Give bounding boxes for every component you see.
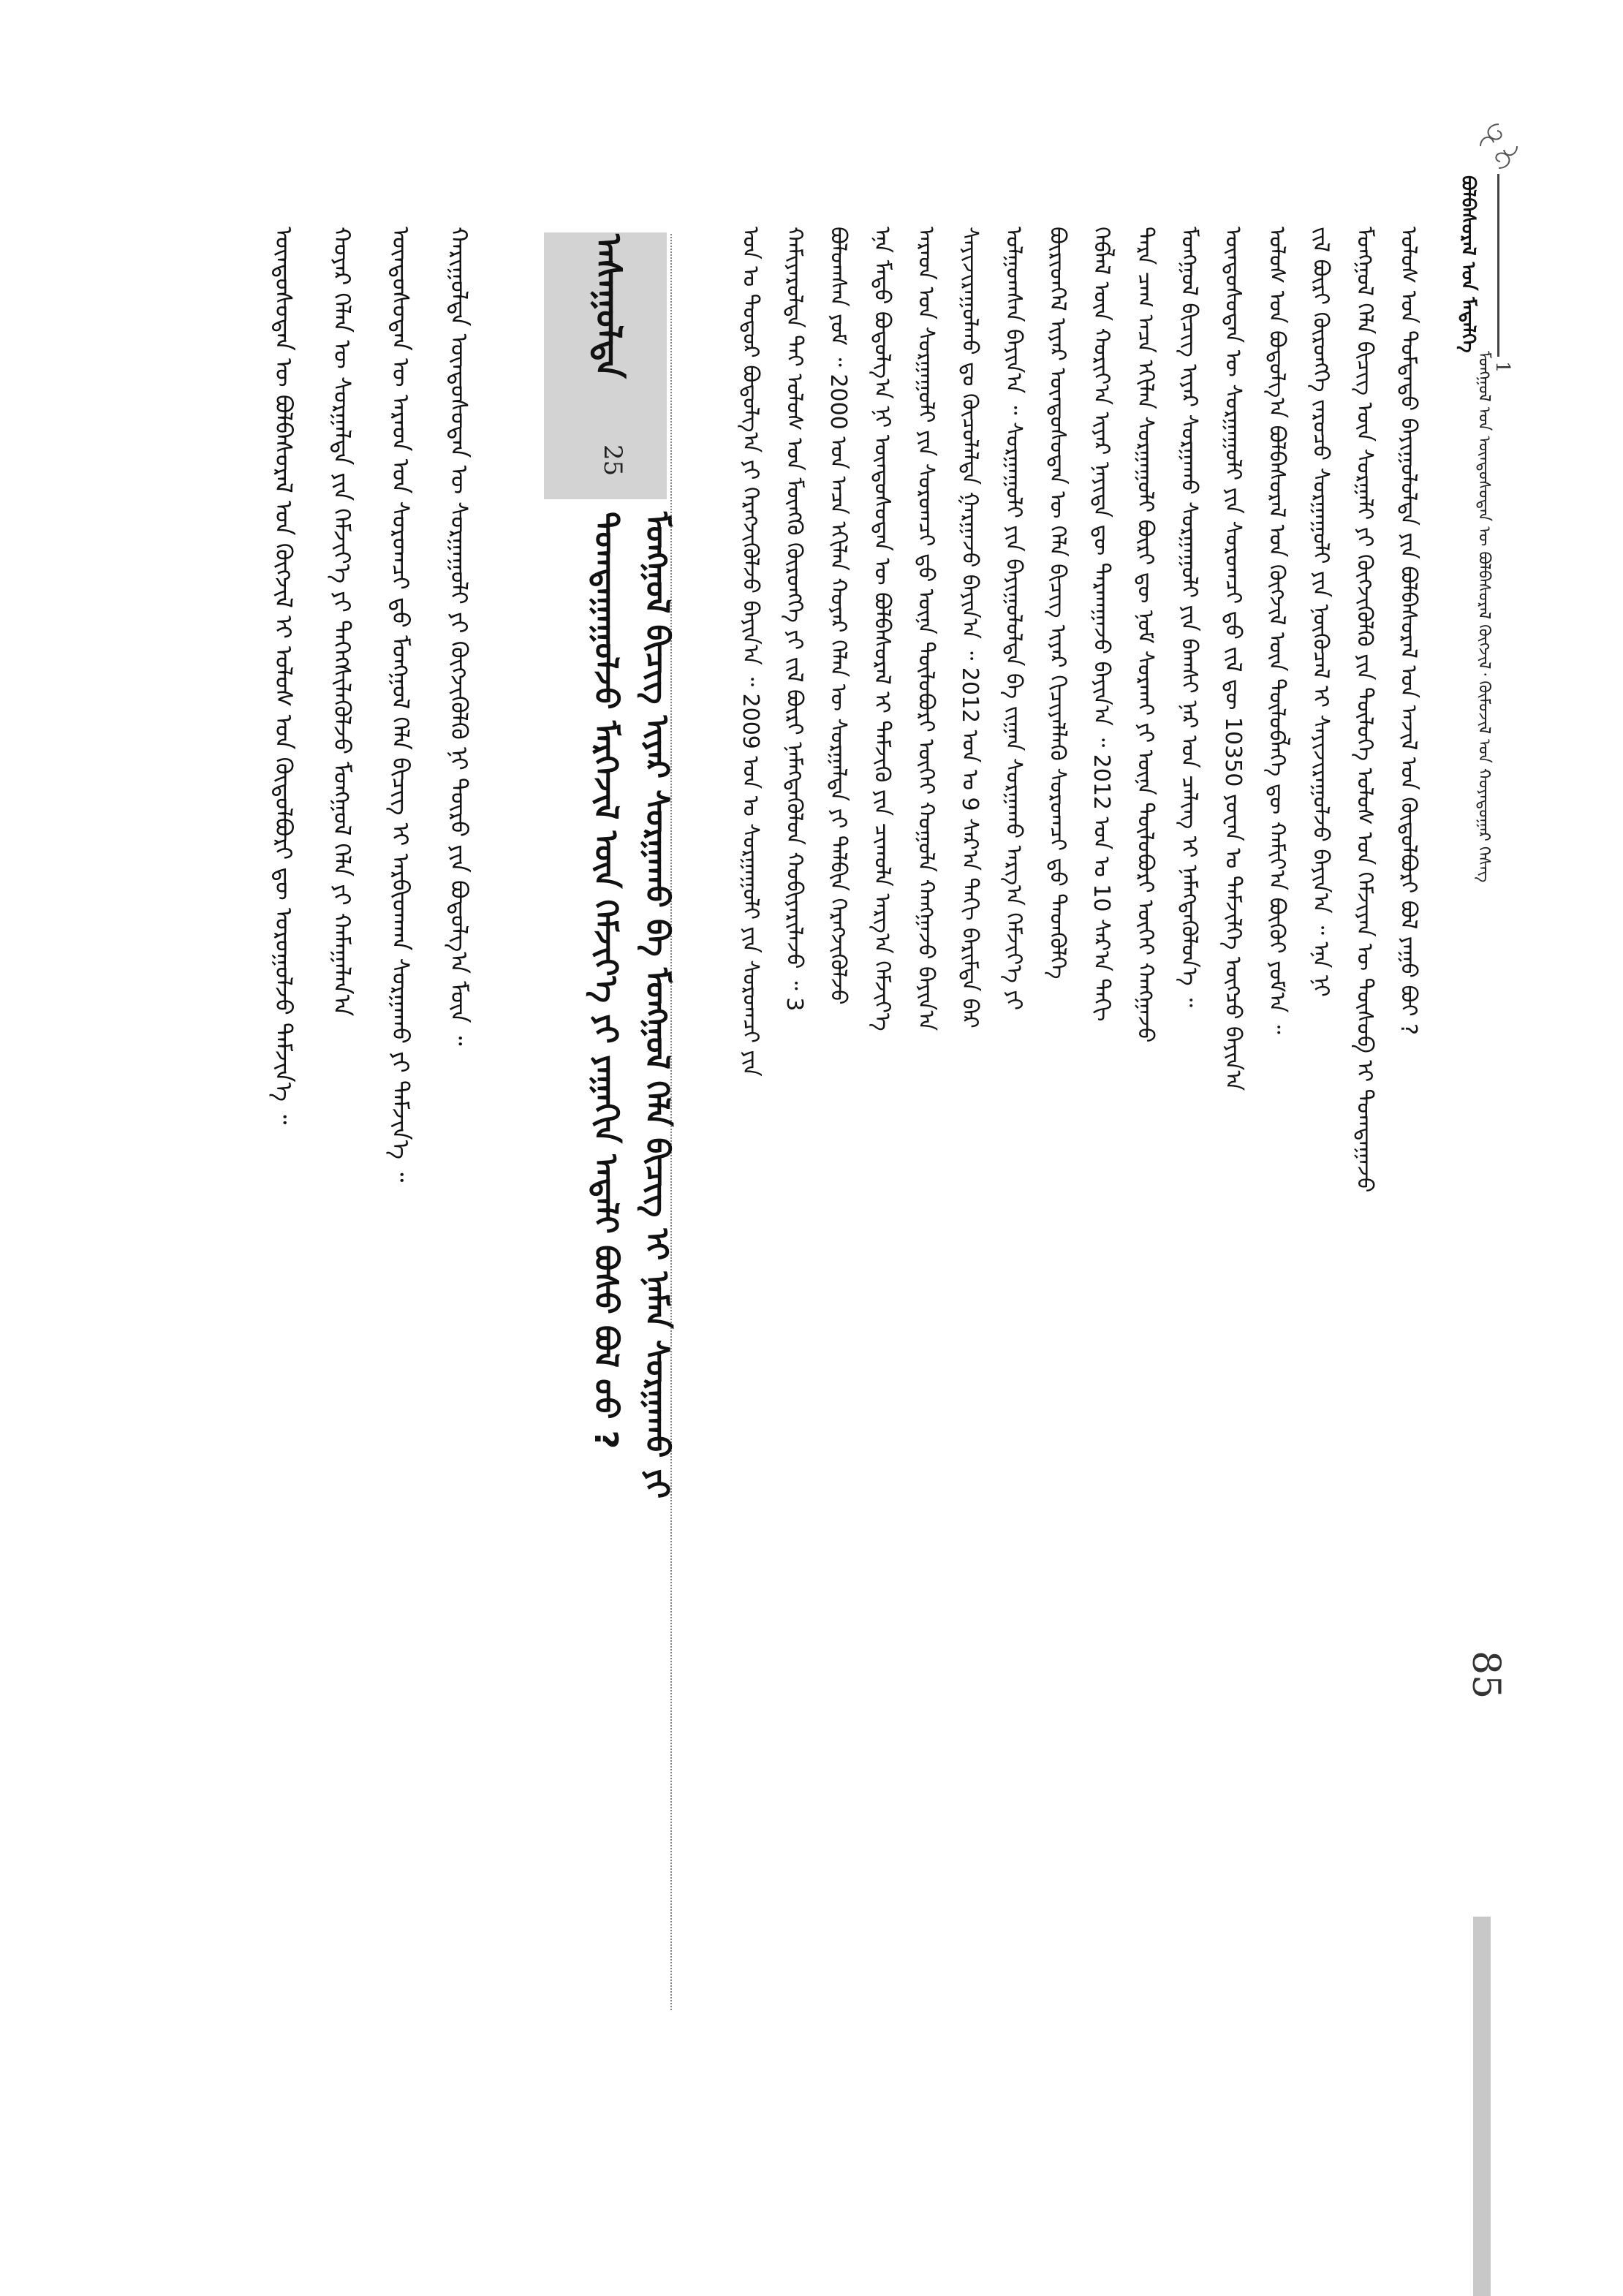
body-text-column: ᠪᠣᠯᠤᠭᠰᠠᠨ ᠶᠤᠮ ᠃ 2000 ᠣᠨ ᠠᠴᠠ ᠡᠬᠢᠯᠡᠨ ᠬᠣᠶᠠᠷ ᠬᠡᠯᠡᠨ ᠦ ᠰᠤᠷᠭᠠᠯᠲᠠ ᠶᠢ ᠲᠠᠯᠪᠢᠨ ᠬᠡᠷᠡᠭᠵᠢᠭᠦᠯᠵᠦ [825, 227, 851, 1005]
body-text-column: ᠮᠣᠩᠭᠣᠯ ᠪᠢᠴᠢᠭ ᠢᠶᠡᠷ ᠰᠤᠷᠭᠠᠬᠤ ᠰᠤᠷᠭᠠᠭᠤᠯᠢ ᠶᠢᠨ ᠪᠠᠭᠰᠢ ᠨᠠᠷ ᠤᠨ ᠴᠠᠯᠢᠩ ᠢ ᠨᠡᠮᠡᠭᠳᠡᠭᠦᠯᠦᠨ᠎ᠡ ᠃ [1176, 227, 1202, 1007]
body-text-column: ᠮᠣᠩᠭᠣᠯ ᠬᠡᠯᠡ ᠪᠢᠴᠢᠭ ᠦᠨ ᠰᠤᠷᠭᠠᠯᠢ ᠶᠢ ᠬᠥᠭᠵᠢᠭᠦᠯᠬᠦ ᠶᠢᠨ ᠲᠥᠯᠦᠭᠡ ᠤᠯᠤᠰ ᠤᠨ ᠬᠡᠮᠵᠢᠶᠡᠨ ᠦ ᠲᠥᠰᠦᠪ ᠢ ᠲᠣᠭᠲᠠᠭᠠᠵᠤ [1352, 227, 1377, 1193]
section-number: 25 [598, 444, 627, 477]
section-title-line-1: ᠮᠣᠩᠭᠣᠯ ᠪᠢᠴᠢᠭ ᠢᠶᠡᠷ ᠰᠤᠷᠭᠠᠬᠤ ᠪᠠ ᠮᠣᠩᠭᠣᠯ ᠬᠡᠯᠡ ᠪᠢᠴᠢᠭ ᠢ ᠨᠡᠮᠡᠨ ᠰᠤᠷᠭᠠᠬᠤ ᠶᠢ [638, 512, 676, 1499]
header-rule [1497, 174, 1499, 357]
body-text-column: ᠰᠠᠶᠢᠵᠢᠷᠠᠭᠤᠯᠬᠤ ᠳᠤ ᠬᠦᠴᠦᠯᠡᠯᠲᠡ ᠭᠠᠷᠭᠠᠵᠤ ᠪᠠᠶᠢᠨ᠎ᠠ ᠃ 2012 ᠣᠨ ᠤ 9 ᠰᠠᠷ᠎ᠠ ᠳᠠᠬᠢ ᠪᠠᠷᠢᠮᠲᠠ ᠪᠡᠷ [957, 227, 983, 1028]
body-text-column: ᠵᠢᠯ ᠪᠦᠷᠢ ᠬᠥᠷᠥᠩᠭᠡ ᠵᠠᠷᠤᠴᠤ ᠰᠤᠷᠭᠠᠭᠤᠯᠢ ᠶᠢᠨ ᠨᠥᠬᠥᠴᠡᠯ ᠢ ᠰᠠᠶᠢᠵᠢᠷᠠᠭᠤᠯᠵᠤ ᠪᠠᠶᠢᠨ᠎ᠠ ᠃ ᠡᠨᠡ ᠨᠢ [1308, 227, 1333, 997]
ornament-flourish-icon [1473, 121, 1524, 172]
body-text-column: ᠡᠨᠡ ᠮᠡᠲᠦ ᠪᠣᠳᠤᠯᠭ᠎ᠠ ᠨᠢ ᠦᠨᠳᠦᠰᠦᠲᠡᠨ ᠦ ᠪᠣᠯᠪᠠᠰᠤᠷᠠᠯ ᠢ ᠳᠡᠮᠵᠢᠬᠦ ᠶᠢᠨ ᠴᠢᠬᠤᠯᠠ ᠠᠷᠭ᠎ᠠ ᠬᠡᠮᠵᠢᠶ᠎ᠡ [869, 227, 895, 1031]
page-edge-marker [1473, 1917, 1491, 2296]
answer-line-2: ᠦᠨᠳᠦᠰᠦᠲᠡᠨ ᠦ ᠠᠷᠠᠳ ᠤᠨ ᠰᠤᠷᠤᠭᠴᠢ ᠳ᠋ᠤ ᠮᠣᠩᠭᠣᠯ ᠬᠡᠯᠡ ᠪᠢᠴᠢᠭ ᠢ ᠠᠷᠪᠢᠳᠬᠠᠨ ᠰᠤᠷᠭᠠᠬᠤ ᠶᠢ ᠳᠡᠮᠵᠢᠨ᠎ᠡ ᠃ [387, 227, 415, 1183]
page-number: 85 [1464, 1651, 1507, 1700]
section-label: ᠠᠰᠠᠭᠤᠯᠲᠠ [588, 234, 629, 379]
body-text-column: ᠬᠠᠮᠢᠶᠠᠷᠤᠯᠲᠠ ᠲᠠᠢ ᠤᠯᠤᠰ ᠤᠨ ᠮᠦᠩᠭᠦ ᠬᠥᠷᠥᠩᠭᠡ ᠶᠢ ᠵᠢᠯ ᠪᠦᠷᠢ ᠨᠡᠮᠡᠭᠳᠡᠭᠦᠯᠦᠨ ᠬᠤᠪᠢᠶᠠᠷᠢᠯᠠᠵᠤ ᠃ 3 [782, 227, 807, 1012]
body-text-column: ᠪᠦᠷᠢᠳᠭᠡᠯ ᠢᠶᠡᠷ ᠦᠨᠳᠦᠰᠦᠲᠡᠨ ᠦ ᠬᠡᠯᠡ ᠪᠢᠴᠢᠭ ᠢᠶᠡᠷ ᠬᠢᠴᠢᠶᠡᠯᠯᠡᠬᠦ ᠰᠤᠷᠤᠭᠴᠢ ᠳ᠋ᠤ ᠲᠡᠳᠬᠦᠯᠭᠡ [1045, 227, 1070, 980]
answer-line-4: ᠦᠨᠳᠦᠰᠦᠲᠡᠨ ᠦ ᠪᠣᠯᠪᠠᠰᠤᠷᠠᠯ ᠤᠨ ᠬᠥᠭᠵᠢᠯ ᠢ ᠤᠯᠤᠰ ᠤᠨ ᠬᠥᠲᠦᠯᠪᠦᠷᠢ ᠳᠦ ᠣᠷᠣᠭᠤᠯᠵᠤ ᠳᠡᠮᠵᠢᠨ᠎ᠡ ᠃ [270, 227, 298, 1125]
body-text-column: ᠠᠷᠠᠳ ᠤᠨ ᠰᠤᠷᠭᠠᠭᠤᠯᠢ ᠶᠢᠨ ᠰᠤᠷᠤᠭᠴᠢ ᠳ᠋ᠤ ᠦᠨᠡ ᠲᠥᠯᠦᠪᠦᠷᠢ ᠦᠭᠡᠢ ᠬᠣᠭᠣᠯᠠ ᠬᠠᠩᠭᠠᠵᠤ ᠪᠠᠶᠢᠨ᠎ᠠ [913, 227, 939, 1031]
body-text-column: ᠬᠡᠪᠯᠡᠯ ᠦᠨ ᠬᠣᠷᠢᠶ᠎ᠠ ᠢᠶᠡᠷ ᠨᠡᠶᠢᠲᠡ ᠳᠦ ᠲᠠᠷᠬᠠᠭᠠᠵᠤ ᠪᠠᠶᠢᠨ᠎ᠠ ᠃ 2012 ᠣᠨ ᠤ 10 ᠰᠠᠷ᠎ᠠ ᠳᠠᠬᠢ [1089, 227, 1114, 1022]
header-chapter-text: ᠮᠣᠩᠭᠣᠯ ᠤᠨ ᠦᠨᠳᠦᠰᠦᠲᠡᠨ ᠦ ᠪᠣᠯᠪᠠᠰᠤᠷᠠᠯ ᠬᠥᠭᠵᠢᠯ᠂ ᠬᠦᠮᠦᠵᠢᠯ ᠤᠨ ᠬᠣᠶᠠᠳᠤᠭᠠᠷ ᠬᠡᠰᠡᠭ [1475, 351, 1493, 883]
header-book-title: ᠪᠣᠯᠪᠠᠰᠤᠷᠠᠯ ᠤᠨ ᠮᠡᠳᠡᠯᠭᠡ [1457, 175, 1479, 353]
answer-line-1: ᠬᠠᠷᠢᠭᠤᠯᠲᠠ ᠦᠨᠳᠦᠰᠦᠲᠡᠨ ᠦ ᠰᠤᠷᠭᠠᠭᠤᠯᠢ ᠶᠢ ᠬᠥᠭᠵᠢᠭᠦᠯᠬᠦ ᠨᠢ ᠲᠥᠷᠥ ᠶᠢᠨ ᠪᠣᠳᠤᠯᠭ᠎ᠠ ᠮᠥᠨ ᠃ [445, 227, 473, 1046]
header-chapter-number: 1 [1491, 361, 1513, 374]
answer-line-3: ᠬᠣᠶᠠᠷ ᠬᠡᠯᠡᠨ ᠦ ᠰᠤᠷᠭᠠᠯᠲᠠ ᠶᠢᠨ ᠬᠡᠮᠵᠢᠶ᠎ᠡ ᠶᠢ ᠳᠡᠭᠡᠭᠰᠢᠯᠡᠭᠦᠯᠵᠦ ᠮᠣᠩᠭᠣᠯ ᠬᠡᠯᠡ ᠶᠢ ᠬᠠᠮᠠᠭᠠᠯᠠᠨ᠎ᠠ [328, 227, 356, 1017]
body-text-column: ᠤᠯᠤᠰ ᠤᠨ ᠪᠣᠳᠤᠯᠭ᠎ᠠ ᠪᠣᠯᠪᠠᠰᠤᠷᠠᠯ ᠤᠨ ᠬᠥᠭᠵᠢᠯ ᠦᠨ ᠲᠥᠯᠥᠪᠯᠡᠭᠡ ᠳᠦ ᠬᠠᠮᠢᠶ᠎ᠠ ᠪᠦᠬᠦᠢ ᠶᠤᠮ᠎ᠠ ᠃ [1264, 227, 1290, 1034]
body-text-column: ᠦᠨᠳᠦᠰᠦᠲᠡᠨ ᠦ ᠰᠤᠷᠭᠠᠭᠤᠯᠢ ᠶᠢᠨ ᠰᠤᠷᠤᠭᠴᠢ ᠳ᠋ᠤ ᠵᠢᠯ ᠳᠦ 10350 ᠶᠤᠸᠠᠨ ᠤ ᠳᠡᠮᠵᠢᠯᠭᠡ ᠥᠭᠴᠦ ᠪᠠᠶᠢᠨ᠎ᠠ [1220, 227, 1246, 1091]
section-title-line-2: ᠲᠣᠭᠲᠠᠭᠠᠭᠤᠯᠵᠤ ᠮᠡᠷᠭᠡᠵᠢᠯ ᠦᠨ ᠬᠡᠮᠵᠢᠶ᠎ᠡ ᠶᠢ ᠶᠠᠭᠠᠬᠢᠨ ᠠᠳᠠᠯᠢ ᠪᠤᠰᠤ ᠪᠣᠯ ᠤᠤ ? [587, 512, 624, 1450]
body-text-column: ᠣᠨ ᠤ ᠳᠤᠳᠤᠷ ᠪᠣᠳᠤᠯᠭ᠎ᠠ ᠶᠢ ᠬᠡᠷᠡᠭᠵᠢᠭᠦᠯᠵᠦ ᠪᠠᠶᠢᠨ᠎ᠠ ᠃ 2009 ᠣᠨ ᠤ ᠰᠤᠷᠭᠠᠭᠤᠯᠢ ᠶᠢᠨ ᠰᠤᠷᠤᠭᠴᠢ ᠶᠢᠨ [738, 227, 763, 1077]
body-text-column: ᠲᠡᠷᠡ ᠴᠠᠭ ᠠᠴᠠ ᠡᠬᠢᠯᠡᠨ ᠰᠤᠷᠭᠠᠭᠤᠯᠢ ᠪᠦᠷᠢ ᠳᠦ ᠨᠤᠮ ᠰᠤᠷᠬᠠᠢ ᠶᠢ ᠦᠨᠡ ᠲᠥᠯᠦᠪᠦᠷᠢ ᠦᠭᠡᠢ ᠬᠠᠩᠭᠠᠵᠤ [1132, 227, 1158, 1043]
body-text-column: ᠣᠯᠭᠣᠭᠰᠠᠨ ᠪᠠᠶᠢᠨ᠎ᠠ ᠃ ᠰᠤᠷᠭᠠᠭᠤᠯᠢ ᠶᠢᠨ ᠪᠠᠶᠢᠭᠤᠯᠤᠯᠲᠠ ᠪᠠ ᠵᠢᠭᠠᠨ ᠰᠤᠷᠭᠠᠬᠤ ᠠᠷᠭ᠎ᠠ ᠬᠡᠮᠵᠢᠶ᠎ᠡ ᠶᠢ [1001, 227, 1026, 1011]
body-text-column: ᠤᠯᠤᠰ ᠤᠨ ᠳᠤᠮᠳᠠᠳᠤ ᠪᠠᠶᠢᠭᠤᠯᠤᠯᠲᠠ ᠶᠢᠨ ᠪᠣᠯᠪᠠᠰᠤᠷᠠᠯ ᠤᠨ ᠠᠵᠢᠯ ᠤᠨ ᠬᠥᠲᠦᠯᠪᠦᠷᠢ ᠪᠣᠯ ᠶᠠᠭᠤ ᠪᠣᠢ ? [1396, 227, 1421, 1035]
